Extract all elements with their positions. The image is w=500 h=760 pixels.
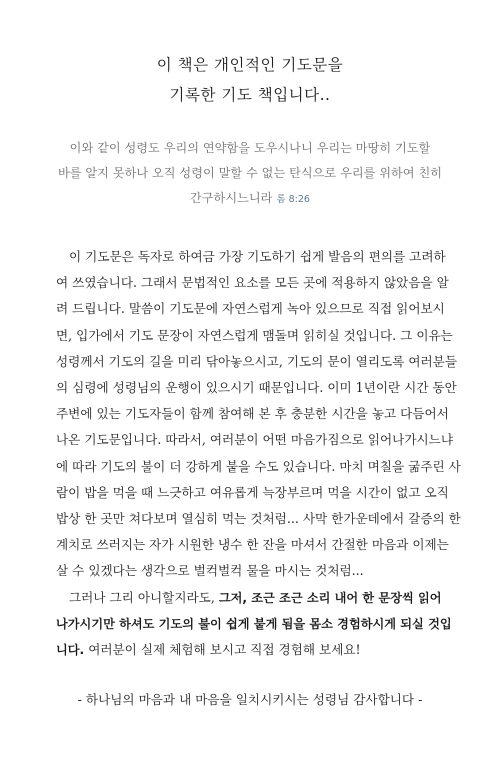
- quote-line-3: [56, 186, 444, 212]
- paragraph-1-line: 성령께서 기도의 길을 미리 닦아놓으시고, 기도의 문이 열리도록 여러분들: [56, 353, 457, 369]
- paragraph-1-line: 의 심령에 성령님의 운행이 있으시기 때문입니다. 이미 1년이란 시간 동안: [56, 380, 457, 396]
- paragraph-2-line: [56, 585, 444, 611]
- paragraph-1-line: 면, 입가에서 기도 문장이 자연스럽게 맴돌며 읽히실 것입니다. 그 이유는: [56, 327, 453, 343]
- paragraph-1-line: 주변에 있는 기도자들이 함께 참여해 본 후 충분한 시간을 놓고 다듬어서: [56, 406, 449, 422]
- title-line-1: 이 책은 개인적인 기도문을: [156, 56, 344, 74]
- paragraph-1-line: 이 기도문은 독자로 하여금 가장 기도하기 쉽게 발음의 편의를 고려하: [69, 249, 446, 264]
- paragraph-2-emphasis: 나가시기만 하셔도 기도의 불이 쉽게 붙게 됨을 몸소 경험하시게 되실 것입: [56, 616, 452, 631]
- quote-line-1: 이와 같이 성령도 우리의 연약함을 도우시나니 우리는 마땅히 기도할: [69, 141, 431, 155]
- paragraph-1-line: 려 드립니다. 말씀이 기도문에 자연스럽게 녹아 있으므로 직접 읽어보시: [56, 301, 445, 317]
- title-line-2: 기록한 기도 책입니다..: [169, 86, 331, 104]
- paragraph-2-normal-text: 여러분이 실제 체험해 보시고 직접 경험해 보세요!: [84, 642, 361, 658]
- paragraph-1-line: 여 쓰였습니다. 그래서 문법적인 요소를 모든 곳에 적용하지 않았음을 알: [56, 275, 449, 291]
- paragraph-1-line: 람이 밥을 먹을 때 느긋하고 여유롭게 늑장부르며 먹을 시간이 없고 오직: [56, 484, 449, 500]
- paragraph-2-line: [56, 611, 452, 637]
- paragraph-2-emphasis: 그저, 조근 조근 소리 내어 한 문장씩 읽어: [218, 590, 442, 605]
- page-title: [56, 50, 444, 110]
- body-text: [56, 244, 461, 663]
- closing-line: - 하나님의 마음과 내 마음을 일치시키시는 성령님 감사합니다 -: [77, 692, 423, 708]
- scripture-quote: [56, 136, 444, 212]
- paragraph-1-line: 나온 기도문입니다. 따라서, 여러분이 어떤 마음가짐으로 읽어나가시느냐: [56, 432, 453, 448]
- paragraph-1-line: 살 수 있겠다는 생각으로 벌컥벌컥 물을 마시는 것처럼...: [56, 563, 364, 579]
- paragraph-1-line: 계치로 쓰러지는 자가 시원한 냉수 한 잔을 마셔서 간절한 마음과 이제는: [56, 537, 449, 553]
- quote-line-3-text: 간구하시느니라: [190, 191, 273, 205]
- paragraph-2-line: [56, 637, 444, 663]
- scripture-reference: 롬 8:26: [276, 194, 310, 205]
- paragraph-1-line: 에 따라 기도의 불이 더 강하게 붙을 수도 있습니다. 마치 며칠을 굶주린 사: [56, 458, 461, 474]
- paragraph-2-emphasis: 니다.: [56, 643, 85, 658]
- paragraph-1-line: 밥상 한 곳만 쳐다보며 열심히 먹는 것처럼... 사막 한가운데에서 갈증의 한: [56, 511, 461, 527]
- quote-line-2: 바를 알지 못하나 오직 성령이 말할 수 없는 탄식으로 우리를 위하여 친히: [57, 166, 443, 180]
- paragraph-2-normal-text: 그러나 그리 아니할지라도,: [69, 589, 219, 605]
